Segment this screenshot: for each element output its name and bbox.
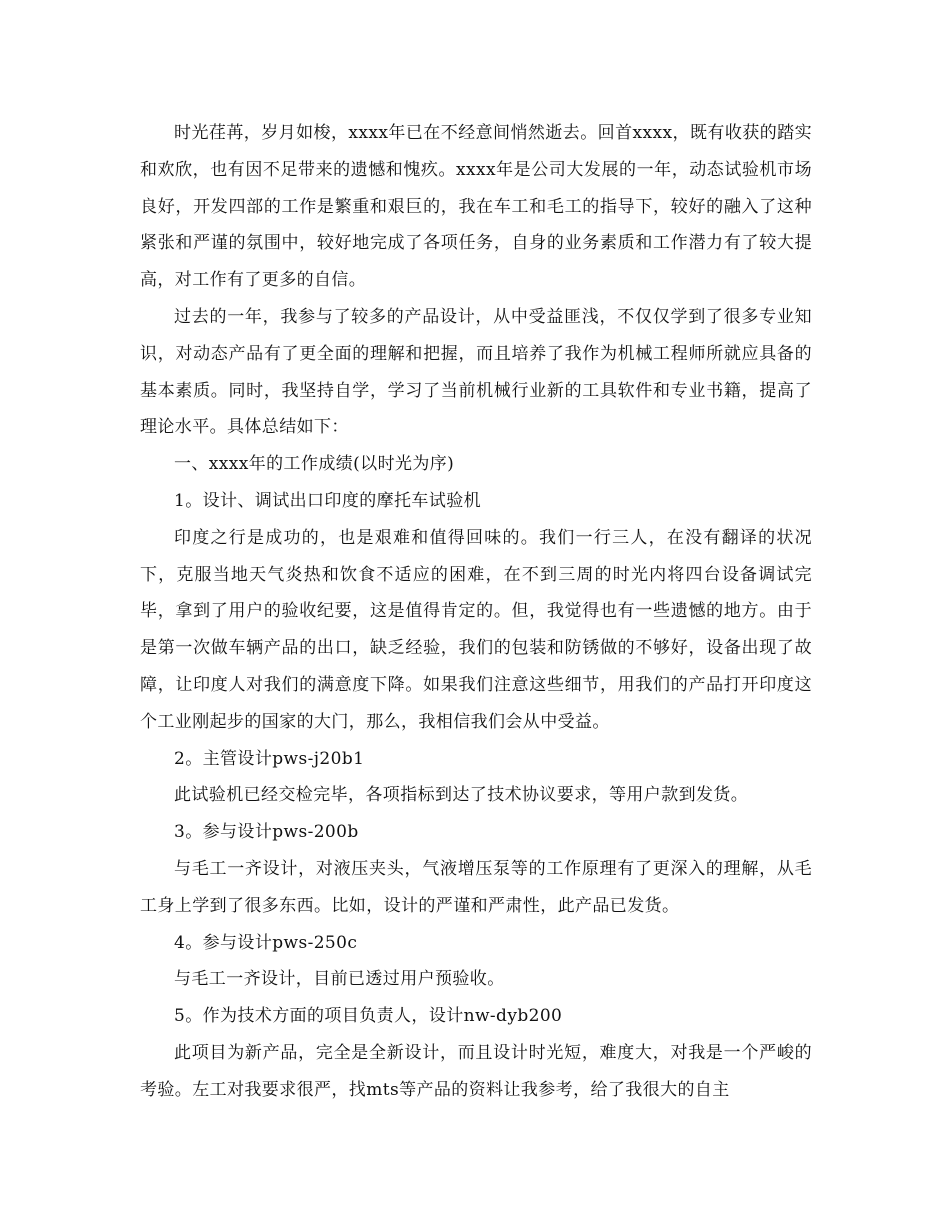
paragraph-item-4: 与毛工一齐设计，目前已透过用户预验收。 bbox=[174, 969, 505, 990]
paragraph-item-3: 与毛工一齐设计，对液压夹头，气液增压泵等的工作原理有了更深入的理解，从毛工身上学到了很多东西。比如，设计的严谨和严肃性，此产品已发货。 bbox=[140, 858, 812, 916]
paragraph-past-year: 过去的一年，我参与了较多的产品设计，从中受益匪浅，不仅仅学到了很多专业知识，对动态产品有了更全面的理解和把握，而且培养了我作为机械工程师所就应具备的基本素质。同时，我坚持自学，学习了当前机械行业新的工具软件和专业书籍，提高了理论水平。具体总结如下： bbox=[140, 306, 812, 438]
item-heading-1: 1。设计、调试出口印度的摩托车试验机 bbox=[174, 490, 482, 511]
paragraph-item-2: 此试验机已经交检完毕，各项指标到达了技术协议要求，等用户款到发货。 bbox=[174, 785, 749, 806]
document-body bbox=[140, 115, 812, 1109]
item-heading-2: 2。主管设计pws-j20b1 bbox=[174, 748, 365, 769]
paragraph-intro: 时光荏苒，岁月如梭，xxxx年已在不经意间悄然逝去。回首xxxx，既有收获的踏实和欢欣，也有因不足带来的遗憾和愧疚。xxxx年是公司大发展的一年，动态试验机市场良好，开发四部的工作是繁重和艰巨的，我在车工和毛工的指导下，较好的融入了这种紧张和严谨的氛围中，较好地完成了各项任务，自身的业务素质和工作潜力有了较大提高，对工作有了更多的自信。 bbox=[140, 123, 812, 291]
item-heading-3: 3。参与设计pws-200b bbox=[174, 822, 359, 843]
paragraph-india-trip: 印度之行是成功的，也是艰难和值得回味的。我们一行三人，在没有翻译的状况下，克服当地天气炎热和饮食不适应的困难，在不到三周的时光内将四台设备调试完毕，拿到了用户的验收纪要，这是值得肯定的。但，我觉得也有一些遗憾的地方。由于是第一次做车辆产品的出口，缺乏经验，我们的包装和防锈做的不够好，设备出现了故障，让印度人对我们的满意度下降。如果我们注意这些细节，用我们的产品打开印度这个工业刚起步的国家的大门，那么，我相信我们会从中受益。 bbox=[140, 527, 812, 732]
paragraph-item-5: 此项目为新产品，完全是全新设计，而且设计时光短，难度大，对我是一个严峻的考验。左工对我要求很严，找mts等产品的资料让我参考，给了我很大的自主 bbox=[140, 1042, 812, 1100]
item-heading-4: 4。参与设计pws-250c bbox=[174, 932, 358, 953]
section-heading-achievements: 一、xxxx年的工作成绩(以时光为序) bbox=[174, 454, 455, 475]
item-heading-5: 5。作为技术方面的项目负责人，设计nw-dyb200 bbox=[174, 1006, 563, 1027]
